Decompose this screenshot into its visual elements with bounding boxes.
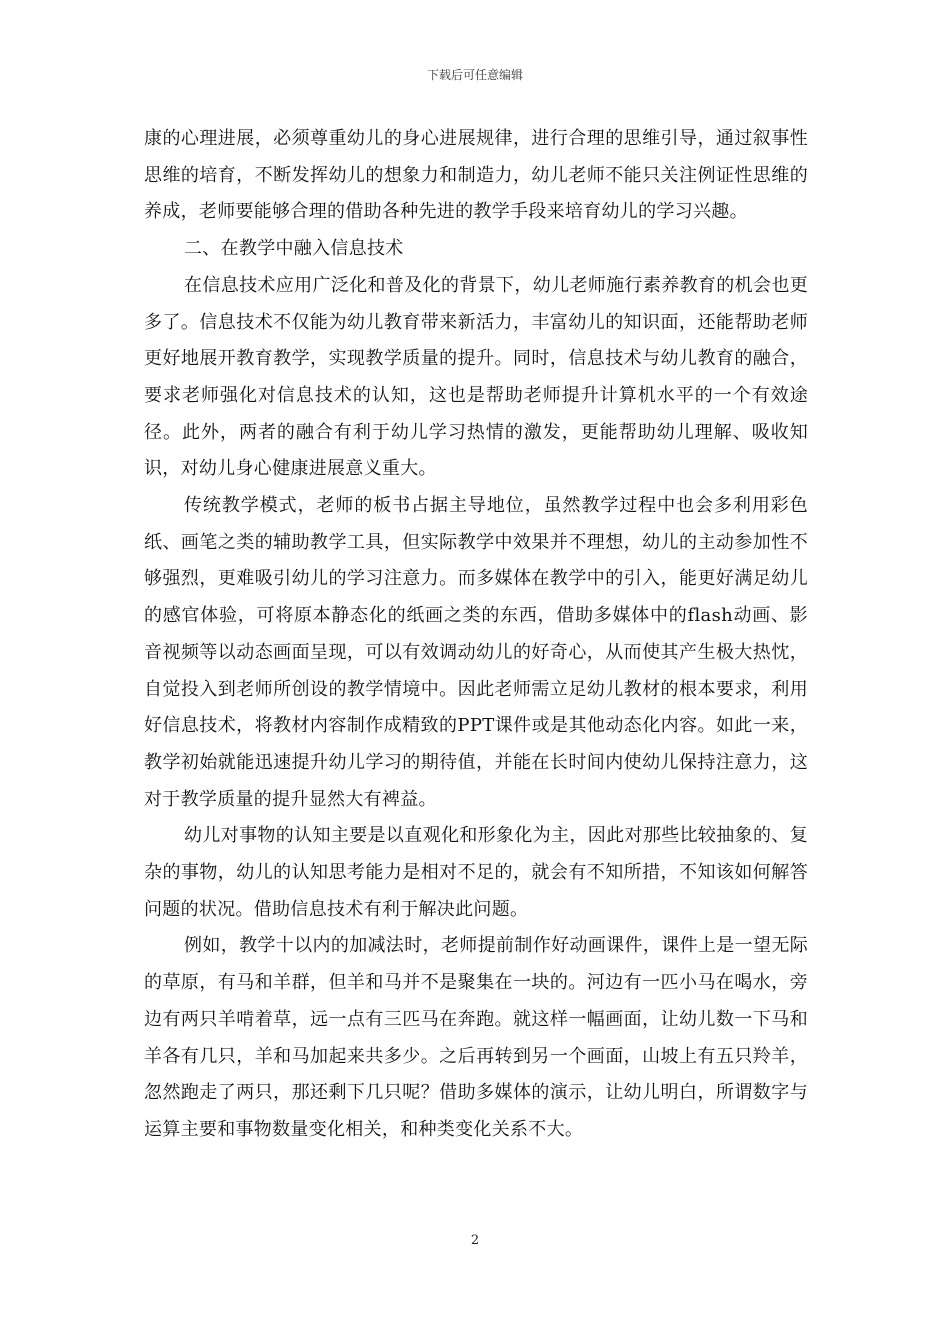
section-heading: 二、在教学中融入信息技术: [184, 238, 404, 260]
paragraph: 幼儿对事物的认知主要是以直观化和形象化为主，因此对那些比较抽象的、复杂的事物，幼儿的认知思考能力是相对不足的，就会有不知所措，不知该如何解答问题的状况。借助信息技术有利于解决此问题。: [144, 825, 808, 920]
paragraph: 在信息技术应用广泛化和普及化的背景下，幼儿老师施行素养教育的机会也更多了。信息技术不仅能为幼儿教育带来新活力，丰富幼儿的知识面，还能帮助老师更好地展开教育教学，实现教学质量的提升。同时，信息技术与幼儿教育的融合，要求老师强化对信息技术的认知，这也是帮助老师提升计算机水平的一个有效途径。此外，两者的融合有利于幼儿学习热情的激发，更能帮助幼儿理解、吸收知识，对幼儿身心健康进展意义重大。: [144, 274, 808, 480]
page-header: 下载后可任意编辑: [426, 68, 523, 82]
paragraph: 例如，教学十以内的加减法时，老师提前制作好动画课件，课件上是一望无际的草原，有马和羊群，但羊和马并不是聚集在一块的。河边有一匹小马在喝水，旁边有两只羊啃着草，远一点有三匹马在奔跑。就这样一幅画面，让幼儿数一下马和羊各有几只，羊和马加起来共多少。之后再转到另一个画面，山坡上有五只羚羊，忽然跑走了两只，那还剩下几只呢？借助多媒体的演示，让幼儿明白，所谓数字与运算主要和事物数量变化相关，和种类变化关系不大。: [144, 935, 808, 1140]
paragraph-continuation: 康的心理进展，必须尊重幼儿的身心进展规律，进行合理的思维引导，通过叙事性思维的培育，不断发挥幼儿的想象力和制造力，幼儿老师不能只关注例证性思维的养成，老师要能够合理的借助各种先进的教学手段来培育幼儿的学习兴趣。: [144, 128, 808, 223]
paragraph: 传统教学模式，老师的板书占据主导地位，虽然教学过程中也会多利用彩色纸、画笔之类的辅助教学工具，但实际教学中效果并不理想，幼儿的主动参加性不够强烈，更难吸引幼儿的学习注意力。而多媒体在教学中的引入，能更好满足幼儿的感官体验，可将原本静态化的纸画之类的东西，借助多媒体中的flash动画、影音视频等以动态画面呈现，可以有效调动幼儿的好奇心，从而使其产生极大热忱，自觉投入到老师所创设的教学情境中。因此老师需立足幼儿教材的根本要求，利用好信息技术，将教材内容制作成精致的PPT课件或是其他动态化内容。如此一来，教学初始就能迅速提升幼儿学习的期待值，并能在长时间内使幼儿保持注意力，这对于教学质量的提升显然大有裨益。: [144, 495, 808, 810]
page-number: 2: [470, 1233, 480, 1248]
document-body: [144, 121, 808, 1149]
